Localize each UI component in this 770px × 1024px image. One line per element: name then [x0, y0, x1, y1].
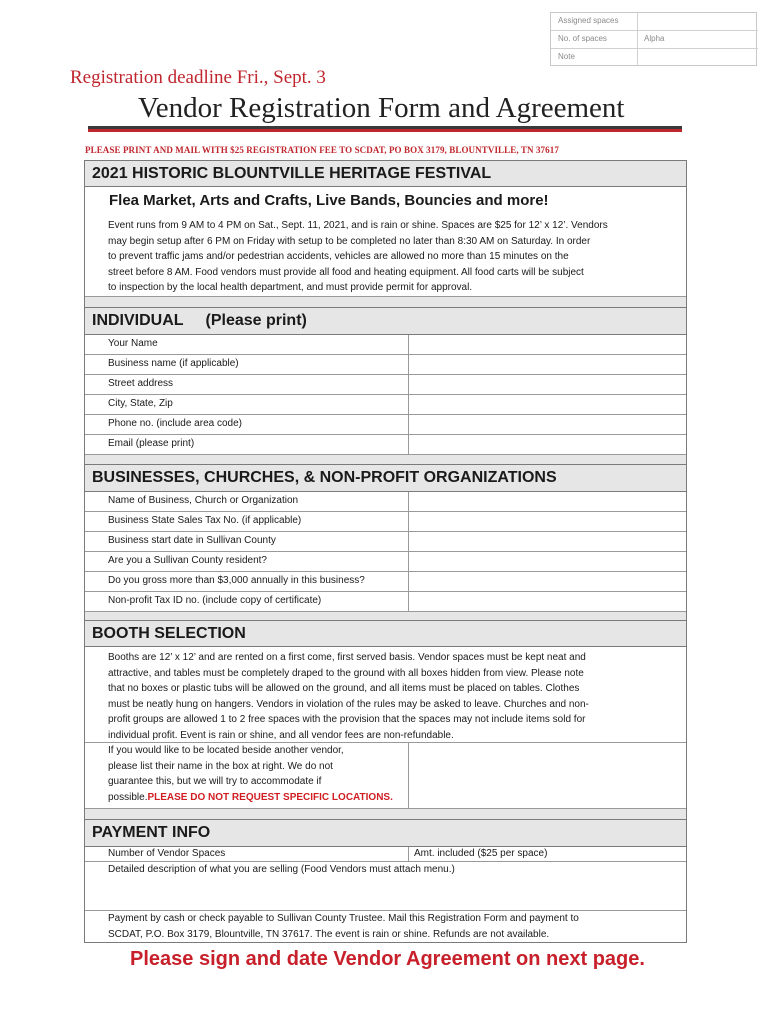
resident-input[interactable] — [408, 552, 686, 571]
payment-heading: PAYMENT INFO — [92, 824, 211, 841]
festival-section — [84, 160, 687, 308]
no-of-spaces-row — [551, 31, 758, 49]
alpha-text: Alpha — [644, 34, 665, 43]
vendor-request-row — [85, 742, 686, 808]
phone-input[interactable] — [408, 415, 686, 434]
no-of-spaces-label: No. of spaces — [558, 34, 607, 43]
assigned-spaces-row — [551, 13, 758, 31]
note-label: Note — [558, 52, 575, 61]
organization-name-row: Name of Business, Church or Organization — [85, 492, 686, 512]
business-name-input[interactable] — [408, 355, 686, 374]
festival-heading-bar — [85, 161, 686, 187]
sign-agreement-note: Please sign and date Vendor Agreement on next page. — [130, 948, 645, 970]
business-name-row: Business name (if applicable) — [85, 355, 686, 375]
page-title: Vendor Registration Form and Agreement — [138, 92, 625, 124]
individual-heading-bar — [85, 308, 686, 335]
description-label: Detailed description of what you are selling (Food Vendors must attach menu.) — [108, 864, 455, 875]
payment-section — [84, 819, 687, 943]
assigned-spaces-field[interactable] — [637, 13, 758, 30]
festival-subheading: Flea Market, Arts and Crafts, Live Bands, Bouncies and more! — [109, 192, 549, 209]
city-state-zip-row: City, State, Zip — [85, 395, 686, 415]
amount-included-label: Amt. included ($25 per space) — [414, 848, 548, 859]
booth-section — [84, 620, 687, 820]
gross-income-input[interactable] — [408, 572, 686, 591]
location-warning: PLEASE DO NOT REQUEST SPECIFIC LOCATIONS. — [147, 791, 393, 803]
organization-name-input[interactable] — [408, 492, 686, 511]
gross-income-row: Do you gross more than $3,000 annually in this business? — [85, 572, 686, 592]
street-address-row: Street address — [85, 375, 686, 395]
office-use-box — [550, 12, 757, 66]
sales-tax-row: Business State Sales Tax No. (if applicable) — [85, 512, 686, 532]
business-heading: BUSINESSES, CHURCHES, & NON-PROFIT ORGANIZATIONS — [92, 469, 557, 486]
vendor-request-text: If you would like to be located beside another vendor, please list their name in the box at right. We do not guarantee this, but we will try to accommodate if possible.PLEASE DO NOT REQUEST SPECIFIC LOCATIONS. — [108, 745, 393, 803]
note-field[interactable] — [637, 49, 758, 66]
neighbor-vendor-input[interactable] — [408, 743, 686, 809]
resident-row: Are you a Sullivan County resident? — [85, 552, 686, 572]
tax-id-input[interactable] — [408, 592, 686, 611]
booth-heading: BOOTH SELECTION — [92, 625, 246, 642]
note-row — [551, 49, 758, 67]
booth-rules: Booths are 12’ x 12’ and are rented on a first come, first served basis. Vendor spaces must be kept neat and attractive, and tables must be completely draped to the ground with all boxes hidden from view. Please note that no boxes or plastic tubs will be allowed on the ground, and all items must be placed on tables. Clothes must be neatly hung on hangers. Vendors in violation of the rules may be asked to leave. Churches and non- profit groups are allowed 1 to 2 free spaces with the provision that the spaces may not include items sold for individual profit. Event is rain or shine, and all vendor fees are non-refundable. — [108, 652, 589, 741]
description-field[interactable] — [85, 862, 686, 911]
festival-heading: 2021 HISTORIC BLOUNTVILLE HERITAGE FESTIVAL — [92, 165, 492, 182]
city-state-zip-input[interactable] — [408, 395, 686, 414]
street-address-input[interactable] — [408, 375, 686, 394]
spaces-amount-row — [85, 847, 686, 862]
your-name-row: Your Name — [85, 335, 686, 355]
payment-note: Payment by cash or check payable to Sullivan County Trustee. Mail this Registration Form and payment to SCDAT, P.O. Box 3179, Blountville, TN 37617. The event is rain or shine. Refunds are not available. — [108, 913, 579, 940]
your-name-input[interactable] — [408, 335, 686, 354]
assigned-spaces-label: Assigned spaces — [558, 16, 619, 25]
phone-row: Phone no. (include area code) — [85, 415, 686, 435]
no-of-spaces-field[interactable] — [637, 31, 758, 48]
payment-heading-bar — [85, 820, 686, 847]
start-date-row: Business start date in Sullivan County — [85, 532, 686, 552]
business-section — [84, 464, 687, 621]
tax-id-row: Non-profit Tax ID no. (include copy of certificate) — [85, 592, 686, 611]
start-date-input[interactable] — [408, 532, 686, 551]
sales-tax-input[interactable] — [408, 512, 686, 531]
festival-description: Event runs from 9 AM to 4 PM on Sat., Sept. 11, 2021, and is rain or shine. Spaces are $25 for 12’ x 12’. Vendors may begin setup after 6 PM on Friday with setup to be completed no later than 8:30 AM on Saturday. In order to prevent traffic jams and/or pedestrian accidents, vehicles are allowed no more than 15 minutes on the street before 8 AM. Food vendors must provide all food and heating equipment. All food carts will be subject to inspection by the local health department, and must provide permit for approval. — [108, 220, 608, 294]
email-input[interactable] — [408, 435, 686, 454]
amount-included-field[interactable] — [408, 847, 686, 862]
business-heading-bar — [85, 465, 686, 492]
registration-deadline: Registration deadline Fri., Sept. 3 — [70, 67, 326, 88]
individual-section — [84, 307, 687, 465]
title-divider — [88, 126, 682, 132]
email-row: Email (please print) — [85, 435, 686, 454]
individual-heading: INDIVIDUAL (Please print) — [92, 312, 307, 329]
mail-instructions: PLEASE PRINT AND MAIL WITH $25 REGISTRATION FEE TO SCDAT, PO BOX 3179, BLOUNTVILLE, TN 37617 — [85, 145, 559, 155]
vendor-spaces-label: Number of Vendor Spaces — [108, 848, 226, 859]
booth-heading-bar — [85, 621, 686, 647]
